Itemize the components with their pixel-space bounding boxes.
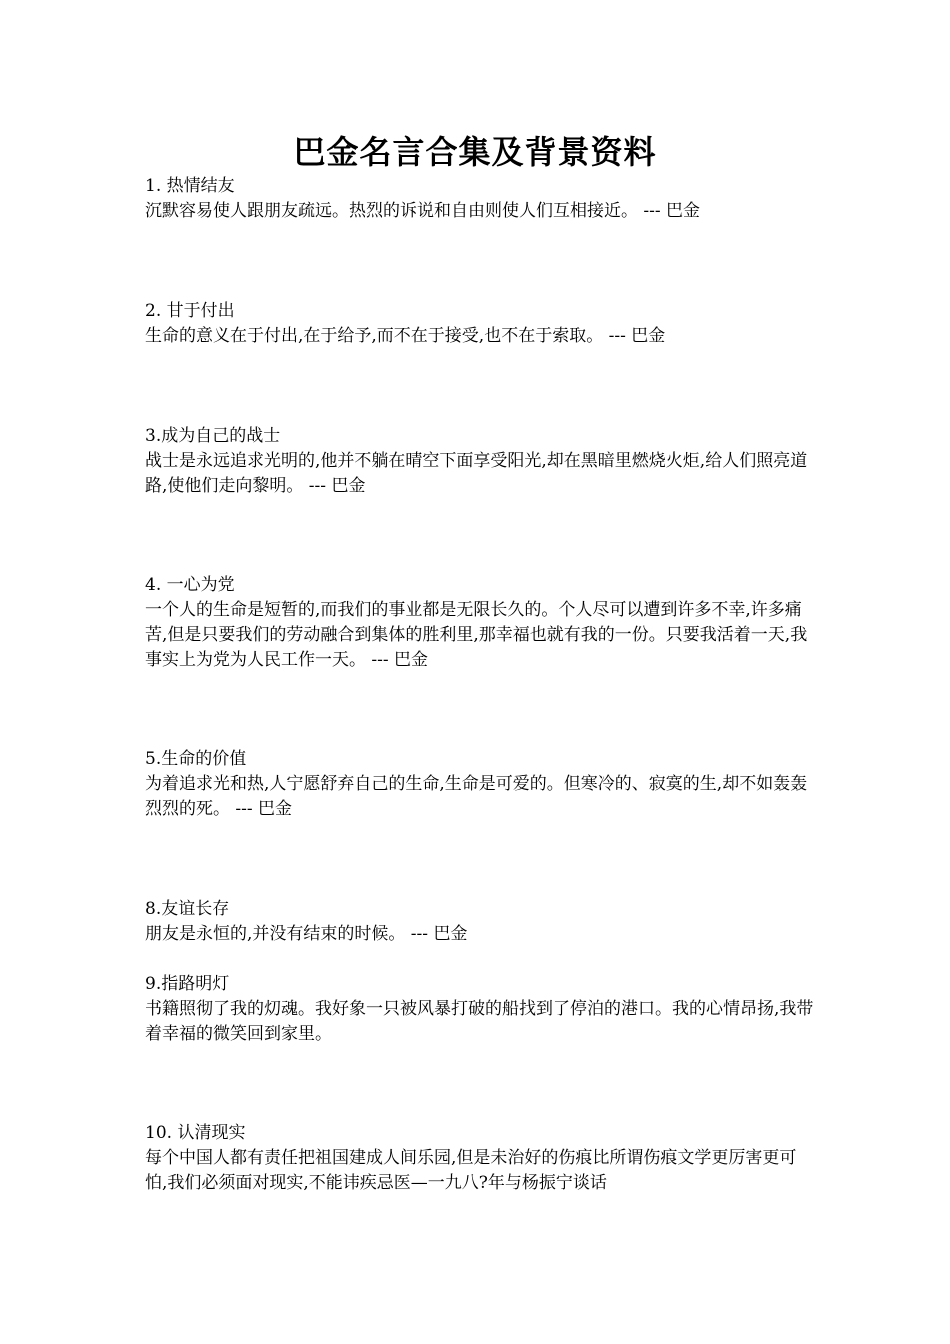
quote-section-9 bbox=[145, 972, 815, 1047]
quote-section-4 bbox=[145, 573, 815, 673]
quote-section-8 bbox=[145, 897, 815, 947]
quote-text: 为着追求光和热,人宁愿舒弃自己的生命,生命是可爱的。但寒冷的、寂寞的生,却不如轰轰烈烈的死。 --- 巴金 bbox=[145, 774, 808, 819]
quote-section-1 bbox=[145, 174, 815, 224]
quote-text: 沉默容易使人跟朋友疏远。热烈的诉说和自由则使人们互相接近。 --- 巴金 bbox=[145, 201, 701, 221]
section-heading: 8.友谊长存 bbox=[145, 899, 230, 919]
quote-text: 朋友是永恒的,并没有结束的时候。 --- 巴金 bbox=[145, 924, 468, 944]
section-heading: 5.生命的价值 bbox=[145, 749, 247, 769]
section-heading: 1. 热情结友 bbox=[145, 176, 235, 196]
quote-section-10 bbox=[145, 1121, 815, 1196]
section-heading: 9.指路明灯 bbox=[145, 974, 230, 994]
section-heading: 2. 甘于付出 bbox=[145, 301, 235, 321]
quote-section-2 bbox=[145, 299, 815, 349]
quote-section-3 bbox=[145, 424, 815, 499]
page-title: 巴金名言合集及背景资料 bbox=[293, 133, 657, 171]
quote-section-5 bbox=[145, 747, 815, 822]
quote-text: 每个中国人都有责任把祖国建成人间乐园,但是未治好的伤痕比所谓伤痕文学更厉害更可怕,我们必须面对现实,不能讳疾忌医—一九八?年与杨振宁谈话 bbox=[145, 1148, 797, 1193]
quote-text: 战士是永远追求光明的,他并不躺在晴空下面享受阳光,却在黑暗里燃烧火炬,给人们照亮道路,使他们走向黎明。 --- 巴金 bbox=[145, 451, 808, 496]
section-heading: 3.成为自己的战士 bbox=[145, 426, 281, 446]
quote-text: 一个人的生命是短暂的,而我们的事业都是无限长久的。个人尽可以遭到许多不幸,许多痛苦,但是只要我们的劳动融合到集体的胜利里,那幸福也就有我的一份。只要我活着一天,我事实上为党为人民工作一天。 --- 巴金 bbox=[145, 600, 808, 670]
section-heading: 4. 一心为党 bbox=[145, 575, 235, 595]
quote-text: 书籍照彻了我的灱魂。我好象一只被风暴打破的船找到了停泊的港口。我的心情昂扬,我带着幸福的微笑回到家里。 bbox=[145, 999, 814, 1044]
section-heading: 10. 认清现实 bbox=[145, 1123, 246, 1143]
quote-text: 生命的意义在于付出,在于给予,而不在于接受,也不在于索取。 --- 巴金 bbox=[145, 326, 666, 346]
